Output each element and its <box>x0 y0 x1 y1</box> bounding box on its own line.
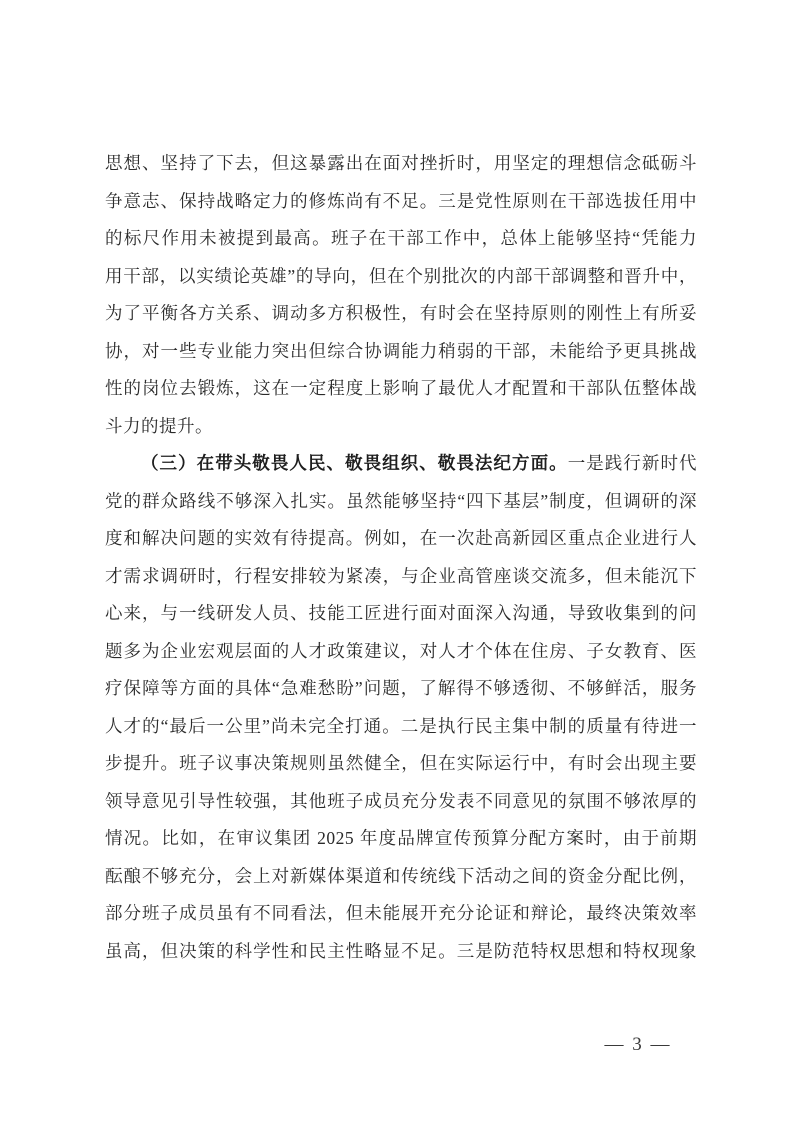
text-line: 领导意见引导性较强，其他班子成员充分发表不同意见的氛围不够浓厚的 <box>105 790 697 811</box>
section-heading-line <box>105 445 697 483</box>
page-number: — 3 — <box>604 1034 672 1055</box>
text-line: 酝酿不够充分，会上对新媒体渠道和传统线下活动之间的资金分配比例， <box>105 865 697 886</box>
text-line: 才需求调研时，行程安排较为紧凑，与企业高管座谈交流多，但未能沉下 <box>105 565 697 586</box>
text-line: 部分班子成员虽有不同看法，但未能展开充分论证和辩论，最终决策效率 <box>105 903 697 923</box>
text-line: 协，对一些专业能力突出但综合协调能力稍弱的干部，未能给予更具挑战 <box>105 340 697 361</box>
text-line: 性的岗位去锻炼，这在一定程度上影响了最优人才配置和干部队伍整体战 <box>105 378 697 398</box>
text-line: 思想、坚持了下去，但这暴露出在面对挫折时，用坚定的理想信念砥砺斗 <box>105 153 697 173</box>
text-line: 疗保障等方面的具体“急难愁盼”问题，了解得不够透彻、不够鲜活，服务 <box>105 678 697 698</box>
text-line: 虽高，但决策的科学性和民主性略显不足。三是防范特权思想和特权现象 <box>105 940 697 961</box>
section-heading-line-rest: 一是践行新时代 <box>567 453 698 473</box>
document-body <box>105 145 697 970</box>
section-heading: （三）在带头敬畏人民、敬畏组织、敬畏法纪方面。 <box>141 453 568 473</box>
text-line: 为了平衡各方关系、调动多方积极性，有时会在坚持原则的刚性上有所妥 <box>105 303 697 323</box>
text-line: 人才的“最后一公里”尚未完全打通。二是执行民主集中制的质量有待进一 <box>105 715 697 736</box>
text-line: 争意志、保持战略定力的修炼尚有不足。三是党性原则在干部选拔任用中 <box>105 190 697 211</box>
text-line: 心来，与一线研发人员、技能工匠进行面对面深入沟通，导致收集到的问 <box>105 603 697 623</box>
text-line: 题多为企业宏观层面的人才政策建议，对人才个体在住房、子女教育、医 <box>105 640 697 661</box>
text-line: 用干部，以实绩论英雄”的导向，但在个别批次的内部干部调整和晋升中， <box>105 265 697 286</box>
text-line-paragraph-end: 斗力的提升。 <box>105 415 213 436</box>
text-line: 的标尺作用未被提到最高。班子在干部工作中，总体上能够坚持“凭能力 <box>105 228 697 248</box>
text-line: 度和解决问题的实效有待提高。例如，在一次赴高新园区重点企业进行人 <box>105 528 697 548</box>
text-line: 党的群众路线不够深入扎实。虽然能够坚持“四下基层”制度，但调研的深 <box>105 490 697 511</box>
text-line: 情况。比如，在审议集团 2025 年度品牌宣传预算分配方案时，由于前期 <box>105 828 697 848</box>
text-line: 步提升。班子议事决策规则虽然健全，但在实际运行中，有时会出现主要 <box>105 753 697 773</box>
